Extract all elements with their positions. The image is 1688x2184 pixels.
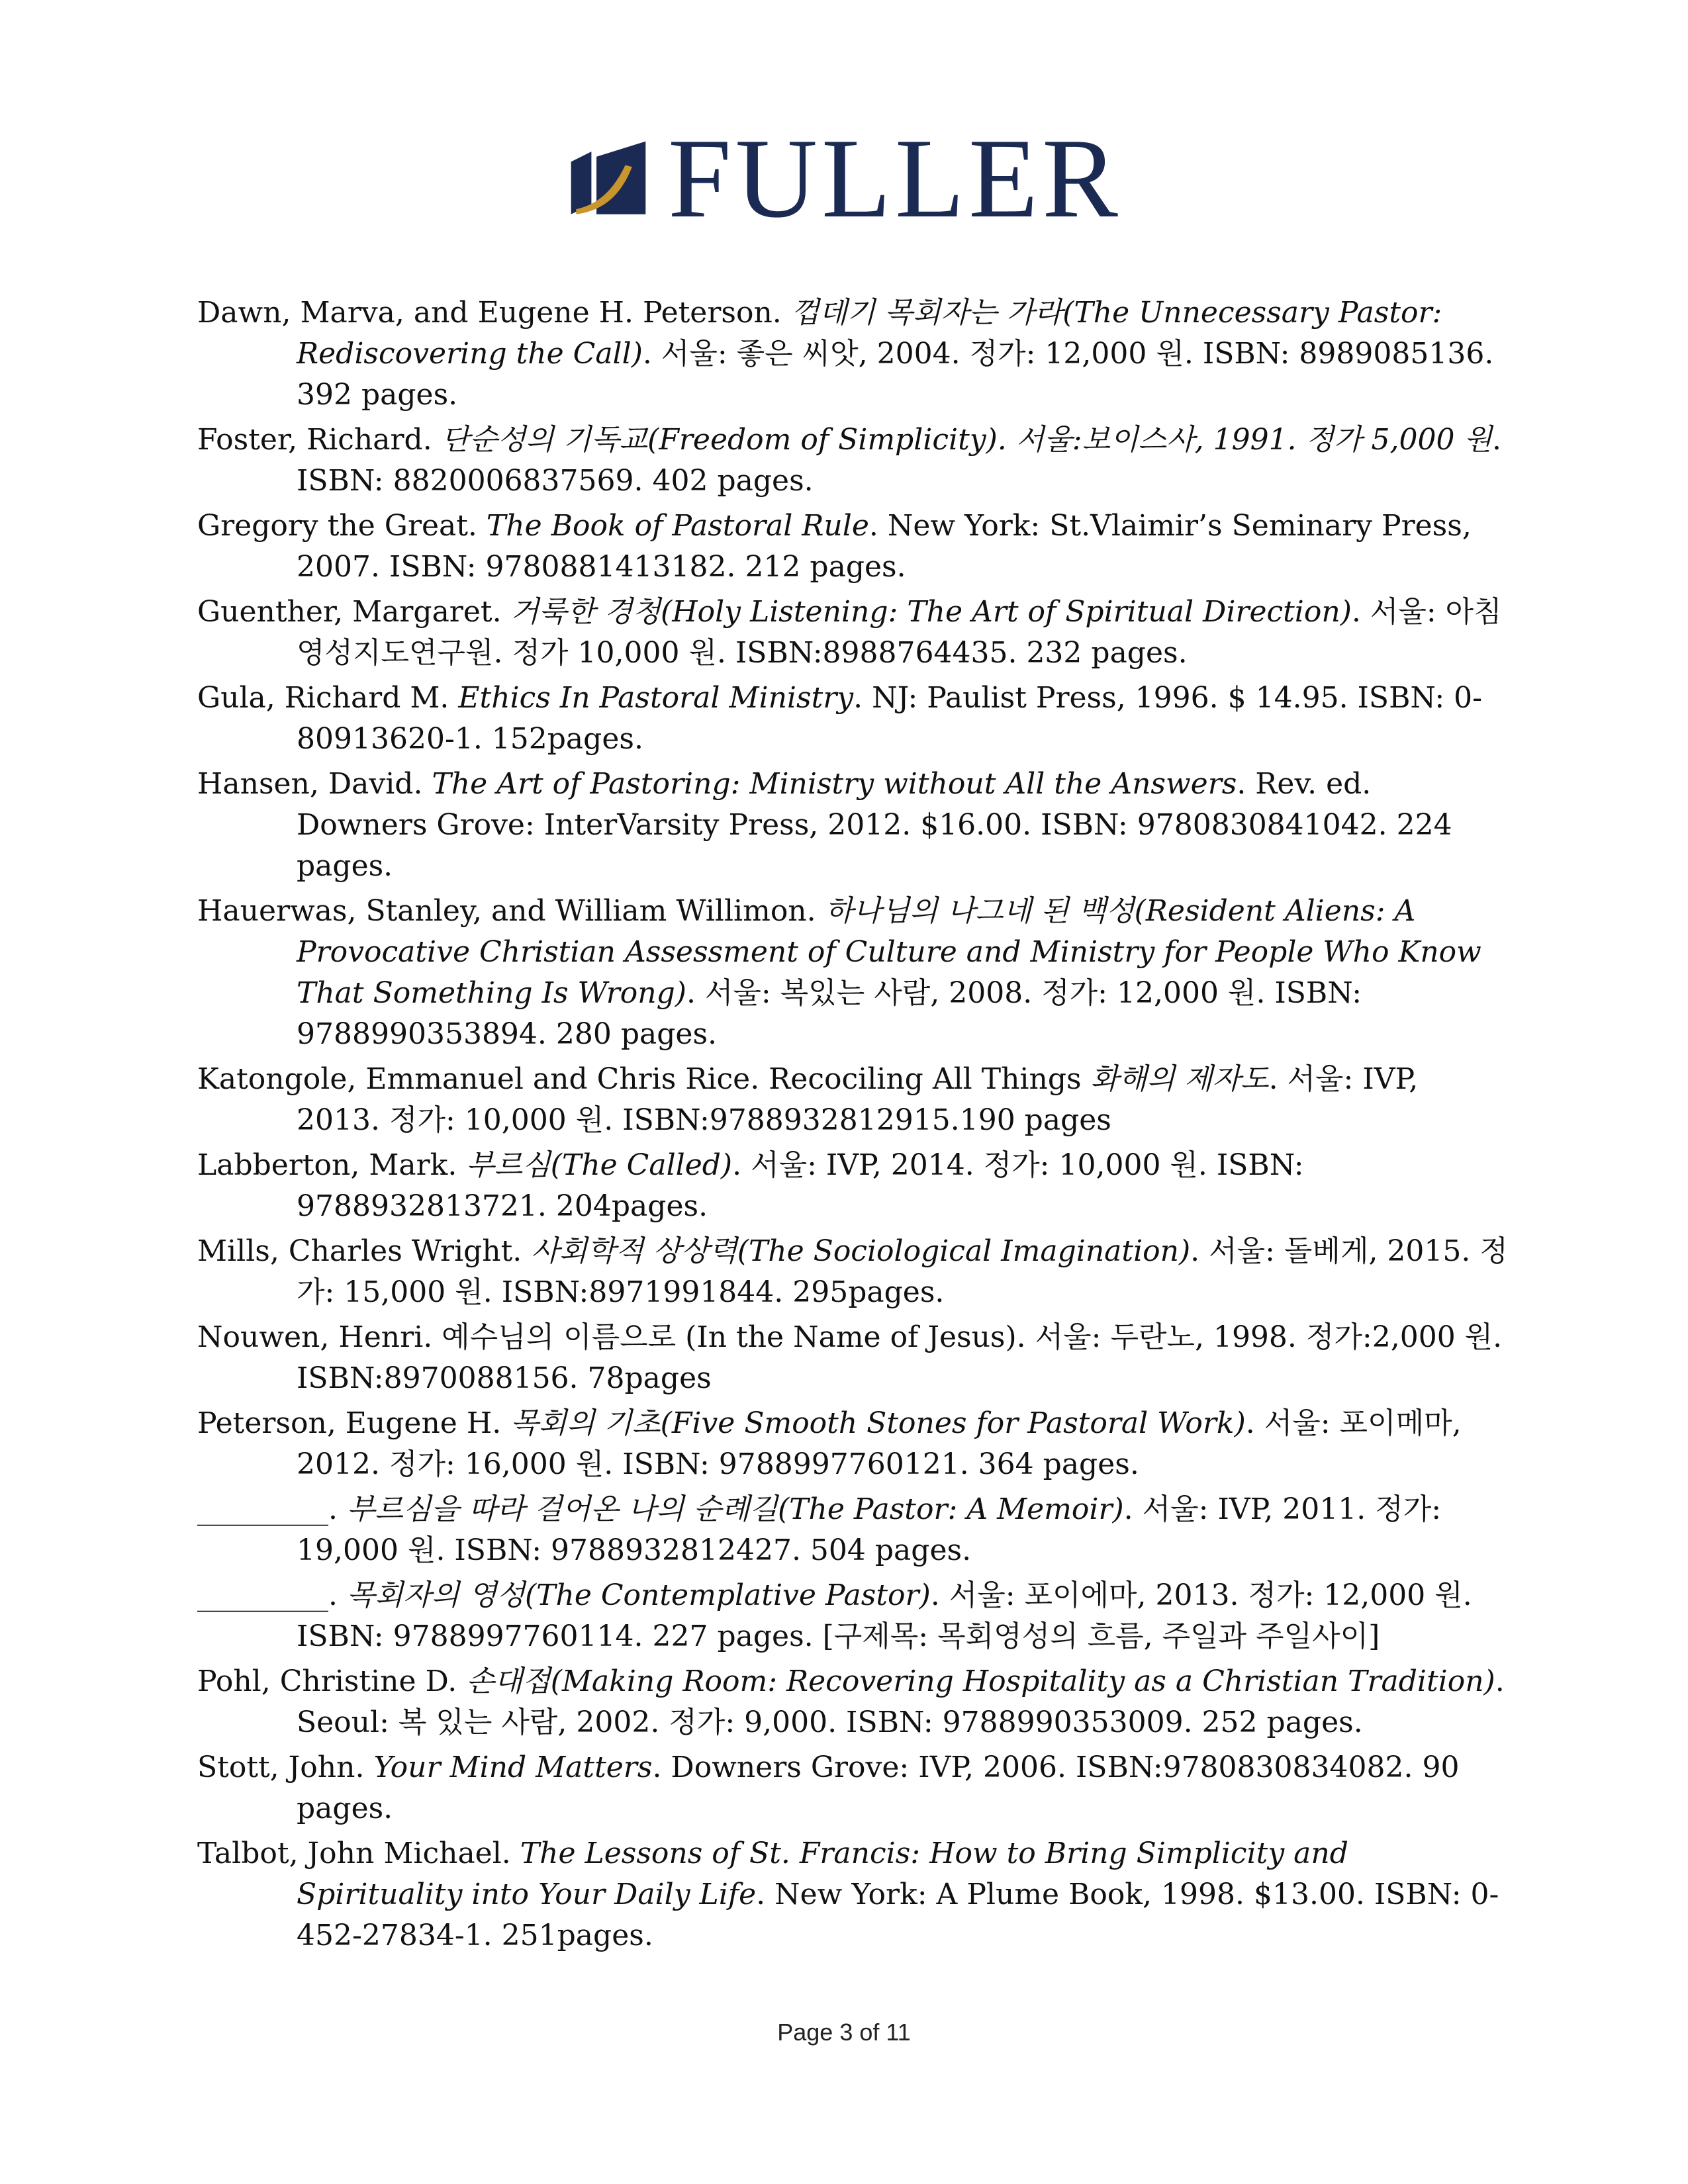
bibliography-list [197,293,1508,1960]
entry-title: 단순성의 기독교(Freedom of Simplicity). 서울:보이스사, 1991. 정가 5,000 원 [441,423,1492,457]
entry-author: _________. [197,1578,347,1612]
entry-title: 거룩한 경청(Holy Listening: The Art of Spiritual Direction) [510,595,1352,629]
entry-title: 껍데기 목회자는 가라(The Unnecessary Pastor: Rediscovering the Call) [297,296,1442,371]
entry-author: _________. [197,1492,347,1526]
entry-author: Nouwen, Henri. 예수님의 이름으로 (In the Name of Jesus). 서울: 두란노, 1998. 정가:2,000 원. ISBN:8970088156. 78pages [197,1320,1503,1395]
bibliography-entry [197,1747,1508,1829]
entry-author: Mills, Charles Wright. [197,1234,532,1268]
entry-author: Labberton, Mark. [197,1148,467,1182]
entry-title: The Lessons of St. Francis: How to Bring Simplicity and Spirituality into Your Daily Life [297,1837,1348,1911]
entry-author: Hansen, David. [197,767,432,801]
entry-publication: . New York: St.Vlaimir’s Seminary Press, 2007. ISBN: 9780881413182. 212 pages. [297,509,1472,584]
entry-title: 부르심(The Called) [466,1148,733,1182]
bibliography-entry [197,891,1508,1055]
bibliography-entry [197,1145,1508,1227]
bibliography-entry [197,592,1508,674]
entry-title: 목회자의 영성(The Contemplative Pastor) [346,1578,931,1612]
entry-author: Foster, Richard. [197,423,442,457]
entry-author: Hauerwas, Stanley, and William Willimon. [197,894,825,928]
entry-publication: . Seoul: 복 있는 사람, 2002. 정가: 9,000. ISBN: 9788990353009. 252 pages. [297,1664,1505,1739]
logo-wordmark: FULLER [668,116,1122,242]
entry-publication: . 서울: 복있는 사람, 2008. 정가: 12,000 원. ISBN: 9788990353894. 280 pages. [297,976,1362,1051]
entry-publication: . 서울: 아침영성지도연구원. 정가 10,000 원. ISBN:8988764435. 232 pages. [297,595,1502,670]
entry-publication: . Rev. ed. Downers Grove: InterVarsity Press, 2012. $16.00. ISBN: 9780830841042. 224 pages. [297,767,1452,883]
entry-publication: . 서울: 돌베게, 2015. 정가: 15,000 원. ISBN:8971991844. 295pages. [297,1234,1508,1309]
bibliography-entry [197,1231,1508,1313]
entry-publication: . 서울: 포이에마, 2013. 정가: 12,000 원. ISBN: 9788997760114. 227 pages. [구제목: 목회영성의 흐름, 주일과 주일사이] [297,1578,1472,1653]
entry-publication: . Downers Grove: IVP, 2006. ISBN:9780830834082. 90 pages. [297,1751,1460,1825]
entry-publication: . 서울: IVP, 2011. 정가: 19,000 원. ISBN: 9788932812427. 504 pages. [297,1492,1442,1567]
entry-title: The Art of Pastoring: Ministry without All the Answers [432,767,1237,801]
entry-title: 하나님의 나그네 된 백성(Resident Aliens: A Provocative Christian Assessment of Culture and Ministry for People Who Know That Something Is Wrong) [297,894,1481,1010]
entry-author: Gregory the Great. [197,509,487,543]
entry-author: Stott, John. [197,1751,374,1784]
page-footer [0,2019,1688,2046]
entry-title: 손대접(Making Room: Recovering Hospitality as a Christian Tradition) [466,1664,1495,1698]
entry-publication: . 서울: IVP, 2014. 정가: 10,000 원. ISBN: 9788932813721. 204pages. [297,1148,1304,1223]
page-number: Page 3 of 11 [777,2019,911,2046]
entry-title: 부르심을 따라 걸어온 나의 순례길(The Pastor: A Memoir) [346,1492,1124,1526]
bibliography-entry [197,1059,1508,1141]
entry-author: Gula, Richard M. [197,681,459,715]
page-header [0,116,1688,242]
entry-author: Talbot, John Michael. [197,1837,520,1870]
entry-title: 사회학적 상상력(The Sociological Imagination) [531,1234,1191,1268]
entry-publication: . 서울: 좋은 씨앗, 2004. 정가: 12,000 원. ISBN: 8989085136. 392 pages. [297,337,1494,412]
bibliography-entry [197,1317,1508,1399]
fuller-book-icon [566,136,651,221]
entry-title: 화해의 제자도 [1090,1062,1269,1096]
entry-title: 목회의 기초(Five Smooth Stones for Pastoral Work) [510,1406,1246,1440]
bibliography-entry [197,1575,1508,1657]
bibliography-entry [197,764,1508,887]
entry-author: Katongole, Emmanuel and Chris Rice. Recociling All Things [197,1062,1091,1096]
entry-publication: . New York: A Plume Book, 1998. $13.00. ISBN: 0-452-27834-1. 251pages. [297,1878,1499,1952]
entry-publication: . NJ: Paulist Press, 1996. $ 14.95. ISBN: 0-80913620-1. 152pages. [297,681,1483,756]
bibliography-entry [197,1661,1508,1743]
entry-author: Dawn, Marva, and Eugene H. Peterson. [197,296,791,330]
fuller-logo [566,116,1122,242]
entry-author: Guenther, Margaret. [197,595,511,629]
bibliography-entry [197,678,1508,760]
entry-publication: . ISBN: 8820006837569. 402 pages. [297,423,1501,498]
entry-author: Pohl, Christine D. [197,1664,467,1698]
entry-title: The Book of Pastoral Rule [486,509,869,543]
bibliography-entry [197,506,1508,588]
bibliography-entry [197,1833,1508,1956]
entry-author: Peterson, Eugene H. [197,1406,511,1440]
entry-publication: . 서울: 포이메마, 2012. 정가: 16,000 원. ISBN: 9788997760121. 364 pages. [297,1406,1462,1481]
bibliography-entry [197,1489,1508,1571]
bibliography-entry [197,1403,1508,1485]
entry-title: Ethics In Pastoral Ministry [458,681,854,715]
entry-title: Your Mind Matters [373,1751,653,1784]
bibliography-entry [197,293,1508,416]
bibliography-entry [197,420,1508,502]
entry-publication: . 서울: IVP, 2013. 정가: 10,000 원. ISBN:9788932812915.190 pages [297,1062,1419,1137]
